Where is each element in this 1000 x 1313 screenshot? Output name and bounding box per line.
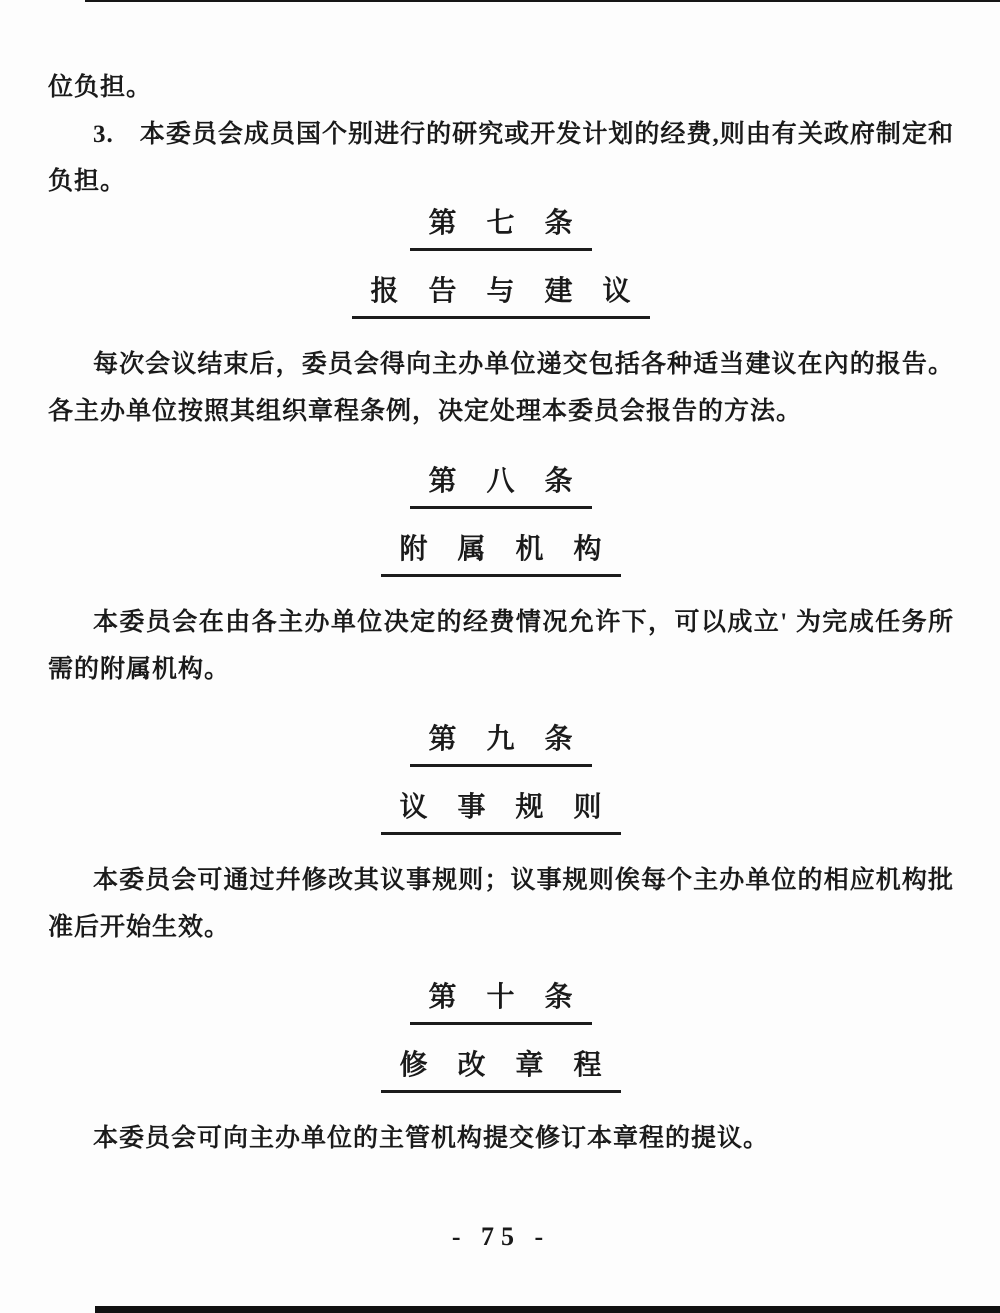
article-8-title-text: 附 属 机 构 bbox=[381, 533, 620, 577]
article-9-body: 本委员会可通过幷修改其议事规则；议事规则俟每个主办单位的相应机构批准后开始生效。 bbox=[48, 867, 954, 941]
paragraph-item-3: 3. 本委员会成员国个别进行的研究或开发计划的经费,则由有关政府制定和负担。 bbox=[48, 121, 954, 195]
article-9-title-text: 议 事 规 则 bbox=[381, 791, 620, 835]
scan-artifact-top-edge bbox=[85, 0, 1000, 2]
article-8-title-heading bbox=[48, 533, 954, 577]
paragraph-continuation: 位负担。 bbox=[48, 74, 153, 101]
article-8-body: 本委员会在由各主办单位决定的经费情况允许下，可以成立' 为完成任务所需的附属机构。 bbox=[48, 609, 954, 683]
article-10-number-text: 第 十 条 bbox=[410, 981, 591, 1025]
article-10-title-text: 修 改 章 程 bbox=[381, 1049, 620, 1093]
article-10-body: 本委员会可向主办单位的主管机构提交修订本章程的提议。 bbox=[93, 1125, 770, 1152]
article-10-title-heading bbox=[48, 1049, 954, 1093]
page-number: - 75 - bbox=[451, 1222, 551, 1251]
article-10-number-heading bbox=[48, 981, 954, 1025]
article-9-title-heading bbox=[48, 791, 954, 835]
scan-artifact-bottom-edge bbox=[95, 1306, 1000, 1313]
article-7-number-heading bbox=[48, 207, 954, 251]
article-9-number-heading bbox=[48, 723, 954, 767]
article-8-number-heading bbox=[48, 465, 954, 509]
article-7-title-text: 报 告 与 建 议 bbox=[352, 275, 649, 319]
article-8-number-text: 第 八 条 bbox=[410, 465, 591, 509]
article-7-title-heading bbox=[48, 275, 954, 319]
article-7-number-text: 第 七 条 bbox=[410, 207, 591, 251]
article-9-number-text: 第 九 条 bbox=[410, 723, 591, 767]
article-7-body: 每次会议结束后，委员会得向主办单位递交包括各种适当建议在內的报告。各主办单位按照其组织章程条例，决定处理本委员会报告的方法。 bbox=[48, 351, 954, 425]
